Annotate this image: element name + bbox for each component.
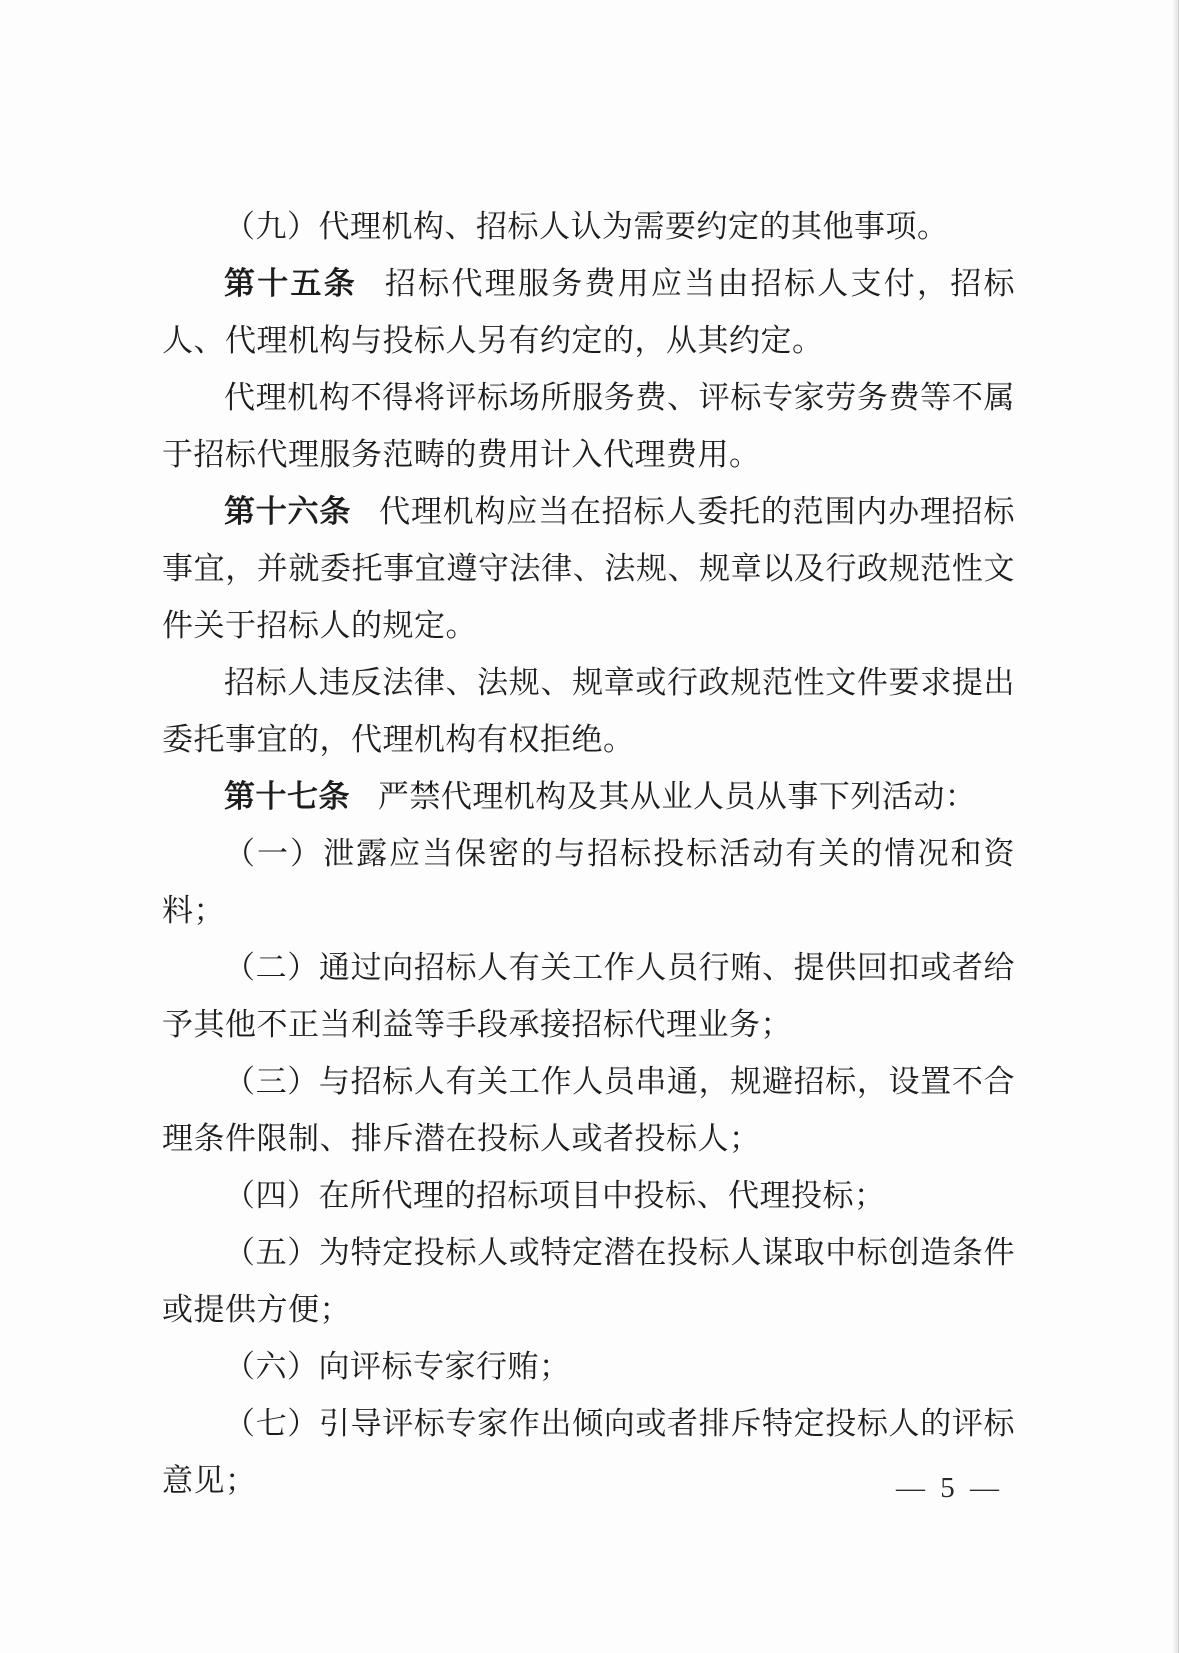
paragraph — [162, 255, 1015, 369]
paragraph-text: （四）在所代理的招标项目中投标、代理投标； — [224, 1178, 886, 1213]
paragraph — [162, 198, 1015, 255]
paragraph-text: 招标人违反法律、法规、规章或行政规范性文件要求提出委托事宜的，代理机构有权拒绝。 — [162, 665, 1015, 757]
paragraph — [162, 483, 1015, 654]
paragraph-text: （二）通过向招标人有关工作人员行贿、提供回扣或者给予其他不正当利益等手段承接招标代理业务； — [162, 950, 1015, 1042]
paragraph-lead: 第十六条 — [224, 494, 352, 529]
paragraph-text: （七）引导评标专家作出倾向或者排斥特定投标人的评标意见； — [162, 1406, 1015, 1498]
paragraph — [162, 1167, 1015, 1224]
paragraph — [162, 1053, 1015, 1167]
paragraph-lead: 第十五条 — [224, 266, 358, 301]
paragraph-text: （六）向评标专家行贿； — [224, 1349, 571, 1384]
paragraph-lead: 第十七条 — [224, 779, 350, 814]
paragraph — [162, 939, 1015, 1053]
paragraph-text: （五）为特定投标人或特定潜在投标人谋取中标创造条件或提供方便； — [162, 1235, 1015, 1327]
paragraph — [162, 369, 1015, 483]
text-block — [162, 198, 1015, 1509]
paragraph-text: 严禁代理机构及其从业人员从事下列活动： — [377, 779, 977, 814]
paragraph-text: 代理机构应当在招标人委托的范围内办理招标事宜，并就委托事宜遵守法律、法规、规章以及行政规范性文件关于招标人的规定。 — [162, 494, 1016, 643]
paragraph — [162, 1395, 1015, 1509]
paragraph-text: 代理机构不得将评标场所服务费、评标专家劳务费等不属于招标代理服务范畴的费用计入代理费用。 — [162, 380, 1015, 472]
paragraph-text: （九）代理机构、招标人认为需要约定的其他事项。 — [224, 209, 949, 244]
page-number: — 5 — — [896, 1472, 1003, 1504]
paragraph — [162, 654, 1015, 768]
paragraph-text: （三）与招标人有关工作人员串通，规避招标，设置不合理条件限制、排斥潜在投标人或者投标人； — [162, 1064, 1015, 1156]
paragraph — [162, 768, 1015, 825]
paragraph — [162, 1338, 1015, 1395]
paragraph-text: 招标代理服务费用应当由招标人支付，招标人、代理机构与投标人另有约定的，从其约定。 — [162, 266, 1016, 358]
scan-edge-shadow — [1172, 0, 1179, 1653]
paragraph-text: （一）泄露应当保密的与招标投标活动有关的情况和资料； — [162, 836, 1015, 928]
paragraph — [162, 1224, 1015, 1338]
paragraph — [162, 825, 1015, 939]
